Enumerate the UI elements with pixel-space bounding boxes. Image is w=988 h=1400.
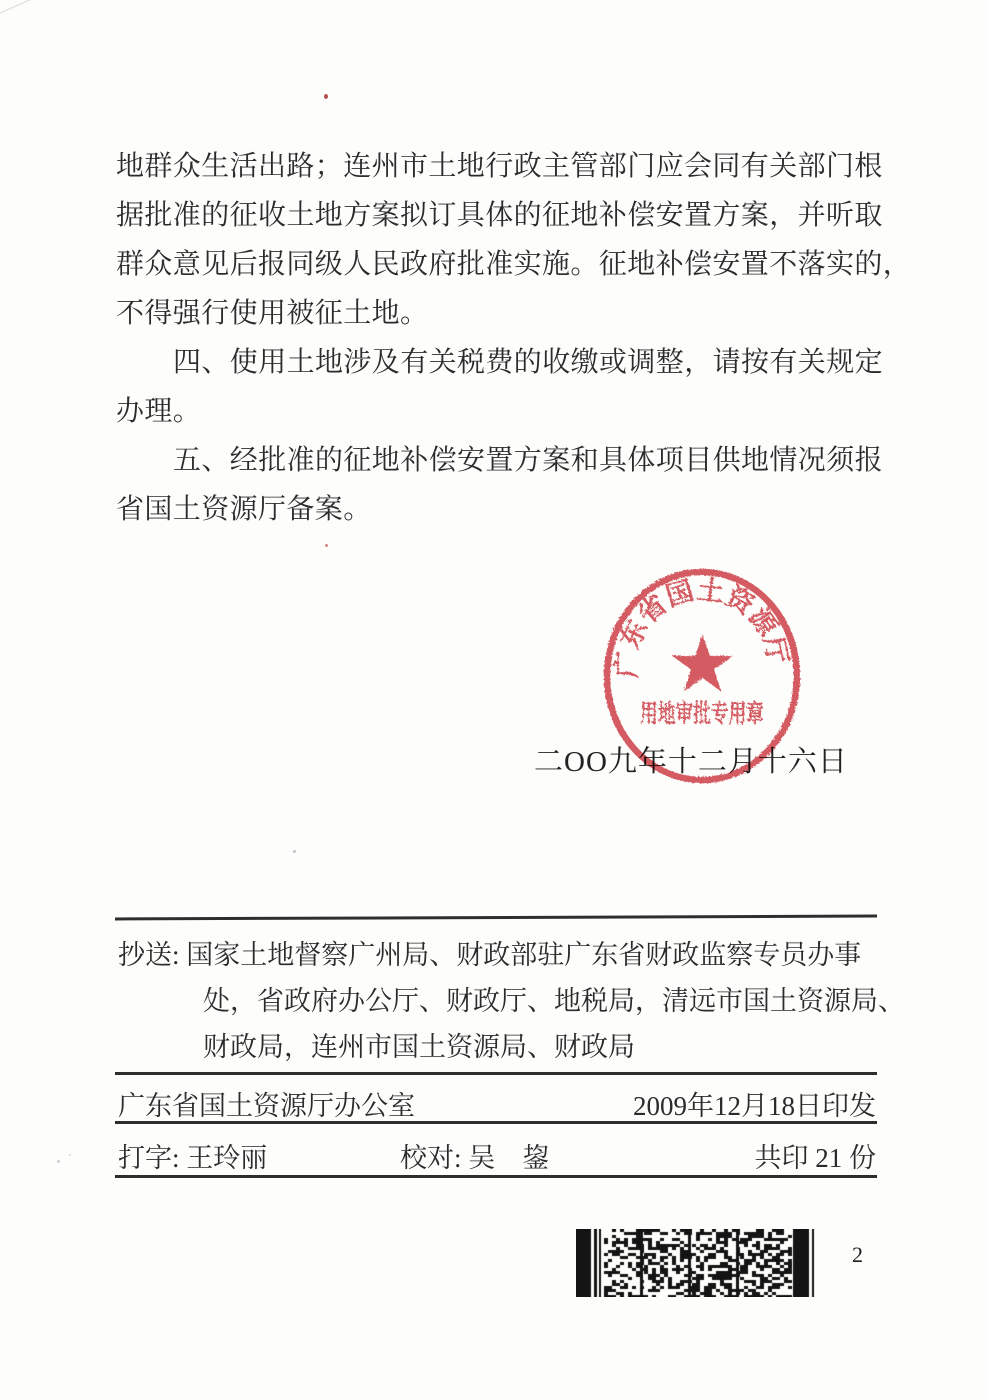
issuing-office: 广东省国土资源厅办公室 [118,1091,415,1121]
staff-row [118,1136,876,1173]
proofreader-label: 校对: [400,1143,462,1173]
cc-line: 抄送: 国家土地督察广州局、财政部驻广东省财政监察专员办事 [118,940,862,970]
typist [118,1136,267,1175]
divider [115,1072,877,1075]
print-date: 2009年12月18日印发 [633,1091,876,1121]
seal-banner-text: 用地审批专用章 [640,701,804,728]
body-line: 省国土资源厅备案。 [116,494,372,525]
divider [115,915,877,921]
issuing-office-row [118,1084,876,1123]
proofreader-name: 吴 鋆 [468,1143,550,1173]
cc-line: 处，省政府办公厅、财政厅、地税局，清远市国土资源局、 [203,986,905,1016]
seal-arc-text: 广东省国土资源厅 [611,574,793,679]
scan-speck [293,850,296,853]
body-line: 地群众生活出路；连州市土地行政主管部门应会同有关部门根 [116,151,883,182]
barcode [576,1229,816,1297]
typist-label: 打字: [118,1143,180,1173]
divider [115,1175,877,1178]
body-line: 四、使用土地涉及有关税费的收缴或调整，请按有关规定 [173,347,884,378]
proofreader [400,1136,549,1175]
body-line: 据批准的征收土地方案拟订具体的征地补偿安置方案，并听取 [116,200,883,231]
seal-star-icon [672,634,733,692]
official-seal [600,566,804,786]
ink-speck [325,544,328,547]
typist-name: 王玲丽 [186,1143,268,1173]
cc-line: 财政局，连州市国土资源局、财政局 [203,1032,635,1062]
scan-scratch [0,0,34,15]
ink-speck [324,94,328,99]
body-line: 五、经批准的征地补偿安置方案和具体项目供地情况须报 [173,445,884,476]
copies-count: 共印 21 份 [754,1143,876,1173]
signature-date: 二OO九年十二月十六日 [534,746,848,778]
body-line: 群众意见后报同级人民政府批准实施。征地补偿安置不落实的， [116,249,912,280]
page-number: 2 [852,1242,863,1267]
scan-speck [57,1160,60,1163]
body-line: 不得强行使用被征土地。 [116,298,429,329]
body-line: 办理。 [116,396,202,427]
body-text [116,142,912,534]
scan-speck [69,1154,71,1156]
cc-list [118,932,905,1070]
